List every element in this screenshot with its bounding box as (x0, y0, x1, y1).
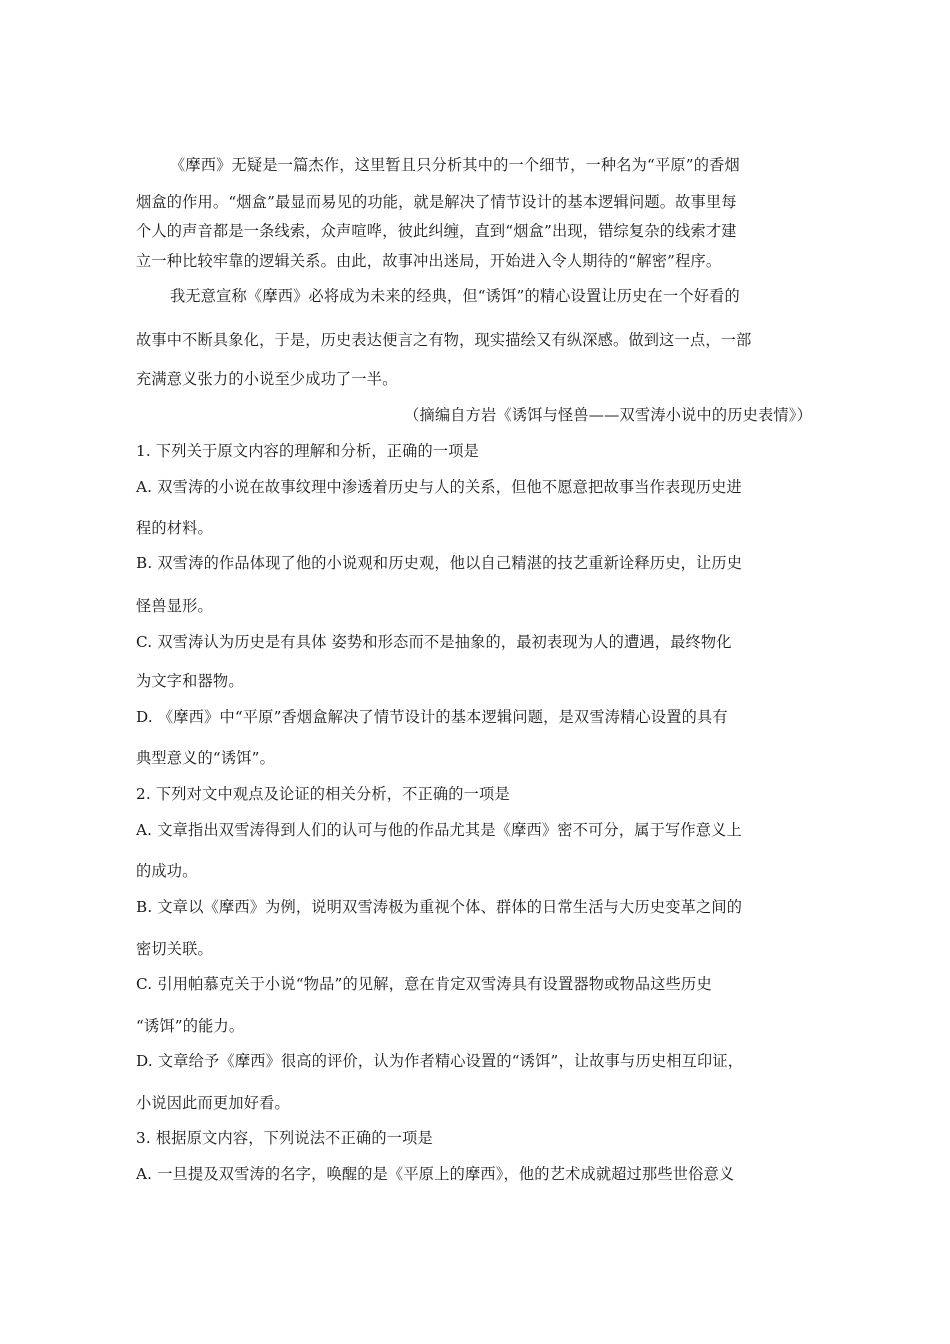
paragraph-1-line-1: 《摩西》无疑是一篇杰作，这里暂且只分析其中的一个细节，一种名为“平原”的香烟 (170, 156, 740, 174)
question-1-option-c-cont: 为文字和器物。 (136, 672, 244, 690)
question-3-stem: 3. 根据原文内容，下列说法不正确的一项是 (136, 1129, 433, 1147)
question-2-option-b: B. 文章以《摩西》为例，说明双雪涛极为重视个体、群体的日常生活与大历史变革之间的 (136, 898, 743, 916)
question-1-option-d: D. 《摩西》中“平原”香烟盒解决了情节设计的基本逻辑问题，是双雪涛精心设置的具有 (136, 708, 728, 726)
question-2-option-c-cont: “诱饵”的能力。 (136, 1017, 245, 1035)
question-1-option-c: C. 双雪涛认为历史是有具体 姿势和形态而不是抽象的，最初表现为人的遭遇，最终物化 (136, 633, 732, 651)
paragraph-2-line-1: 我无意宣称《摩西》必将成为未来的经典，但“诱饵”的精心设置让历史在一个好看的 (170, 287, 740, 305)
question-2-option-a: A. 文章指出双雪涛得到人们的认可与他的作品尤其是《摩西》密不可分，属于写作意义上 (136, 821, 742, 839)
paragraph-1-line-3: 个人的声音都是一条线索，众声喧哗，彼此纠缠，直到“烟盒”出现，错综复杂的线索才建 (136, 222, 737, 240)
question-1-option-b-cont: 怪兽显形。 (136, 597, 213, 615)
question-2-option-b-cont: 密切关联。 (136, 940, 213, 958)
question-2-stem: 2. 下列对文中观点及论证的相关分析，不正确的一项是 (136, 785, 510, 803)
source-citation: （摘编自方岩《诱饵与怪兽——双雪涛小说中的历史表情》） (404, 406, 812, 424)
question-1-option-d-cont: 典型意义的“诱饵”。 (136, 749, 276, 767)
question-3-option-a: A. 一旦提及双雪涛的名字，唤醒的是《平原上的摩西》，他的艺术成就超过那些世俗意义 (136, 1165, 735, 1183)
question-2-option-d-cont: 小说因此而更加好看。 (136, 1094, 290, 1112)
question-1-option-b: B. 双雪涛的作品体现了他的小说观和历史观，他以自己精湛的技艺重新诠释历史，让历史 (136, 554, 743, 572)
question-2-option-c: C. 引用帕慕克关于小说“物品”的见解，意在肯定双雪涛具有设置器物或物品这些历史 (136, 975, 712, 993)
question-2-option-a-cont: 的成功。 (136, 862, 198, 880)
paragraph-1-line-2: 烟盒的作用。“烟盒”最显而易见的功能，就是解决了情节设计的基本逻辑问题。故事里每 (136, 193, 737, 211)
question-1-option-a-cont: 程的材料。 (136, 519, 213, 537)
paragraph-2-line-2: 故事中不断具象化，于是，历史表达便言之有物，现实描绘又有纵深感。做到这一点，一部 (136, 331, 752, 349)
question-1-option-a: A. 双雪涛的小说在故事纹理中渗透着历史与人的关系，但他不愿意把故事当作表现历史进 (136, 478, 742, 496)
question-1-stem: 1. 下列关于原文内容的理解和分析，正确的一项是 (136, 442, 480, 460)
paragraph-2-line-3: 充满意义张力的小说至少成功了一半。 (136, 370, 398, 388)
question-2-option-d: D. 文章给予《摩西》很高的评价，认为作者精心设置的“诱饵”，让故事与历史相互印证， (136, 1052, 744, 1070)
paragraph-1-line-4: 立一种比较牢靠的逻辑关系。由此，故事冲出迷局，开始进入令人期待的“解密”程序。 (136, 252, 722, 270)
